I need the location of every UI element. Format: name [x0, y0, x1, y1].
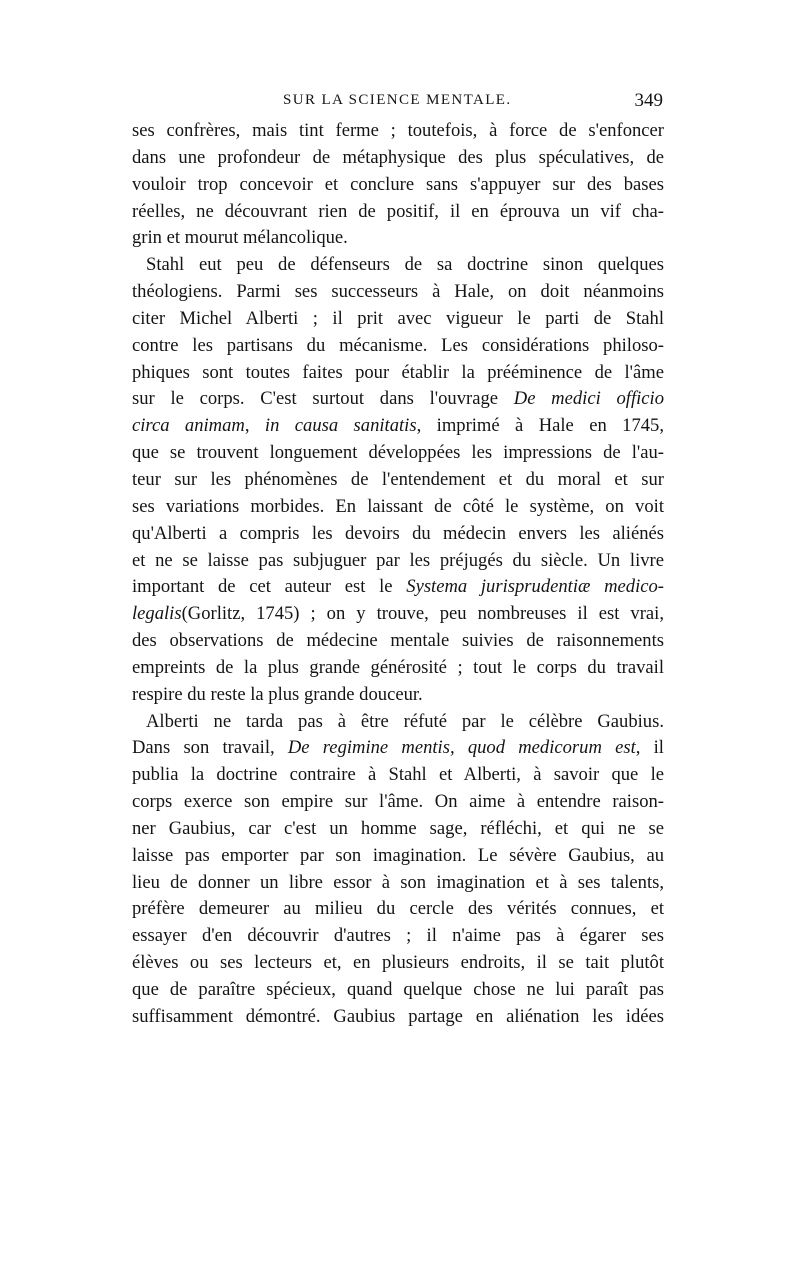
text-line: suffisamment démontré. Gaubius partage en aliénation les idées: [132, 1005, 664, 1027]
text-line: contre les partisans du mécanisme. Les considérations philoso-: [132, 334, 664, 356]
text-line: phiques sont toutes faites pour établir la prééminence de l'âme: [132, 361, 664, 383]
line-text: sur le corps. C'est surtout dans l'ouvrage: [132, 388, 514, 410]
running-title: SUR LA SCIENCE MENTALE.: [283, 92, 512, 108]
text-line: théologiens. Parmi ses successeurs à Hale, on doit néanmoins: [132, 281, 664, 303]
text-line: que se trouvent longuement développées les impressions de l'au-: [132, 442, 664, 464]
text-line: citer Michel Alberti ; il prit avec vigueur le parti de Stahl: [132, 307, 664, 329]
italic-title: Systema jurisprudentiæ medico-: [406, 576, 664, 598]
text-line: élèves ou ses lecteurs et, en plusieurs endroits, il se tait plutôt: [132, 952, 664, 974]
text-line: vouloir trop concevoir et conclure sans s'appuyer sur des bases: [132, 173, 664, 195]
text-line: empreints de la plus grande générosité ; tout le corps du travail: [132, 656, 664, 678]
text-line: [132, 413, 664, 440]
line-text: ,: [244, 415, 265, 437]
line-text: , il: [635, 737, 664, 759]
line-text: , imprimé à Hale en 1745,: [416, 415, 665, 437]
text-line: lieu de donner un libre essor à son imagination et à ses talents,: [132, 871, 664, 893]
text-line: préfère demeurer au milieu du cercle des vérités connues, et: [132, 898, 664, 920]
italic-title: legalis: [132, 603, 182, 625]
text-line: qu'Alberti a compris les devoirs du médecin envers les aliénés: [132, 522, 664, 544]
running-head: [131, 92, 663, 116]
page-number: 349: [634, 90, 663, 111]
italic-title: De medici officio: [513, 388, 664, 410]
text-line: que de paraître spécieux, quand quelque chose ne lui paraît pas: [132, 979, 664, 1000]
text-line: [132, 574, 664, 601]
text-line: publia la doctrine contraire à Stahl et Alberti, à savoir que le: [132, 764, 664, 786]
text-line: et ne se laisse pas subjuguer par les préjugés du siècle. Un livre: [132, 549, 664, 571]
text-line: essayer d'en découvrir d'autres ; il n'aime pas à égarer ses: [132, 925, 664, 947]
body-text: [132, 118, 664, 1031]
text-line: des observations de médecine mentale suivies de raisonnements: [132, 630, 664, 652]
text-line: teur sur les phénomènes de l'entendement et du moral et sur: [132, 468, 664, 490]
text-line: respire du reste la plus grande douceur.: [132, 683, 423, 705]
text-line: [132, 735, 664, 762]
line-text: important de cet auteur est le: [132, 576, 407, 598]
paragraph-first-line: Alberti ne tarda pas à être réfuté par le célèbre Gaubius.: [146, 710, 664, 732]
text-line: ses variations morbides. En laissant de côté le système, on voit: [132, 495, 664, 517]
line-text: Dans son travail,: [132, 737, 288, 759]
line-text: (Gorlitz, 1745) ; on y trouve, peu nombreuses il est vrai,: [181, 603, 664, 625]
italic-title: De regimine mentis, quod medicorum est: [287, 737, 636, 759]
text-line: grin et mourut mélancolique.: [132, 227, 348, 249]
text-line: [132, 386, 664, 413]
text-line: ses confrères, mais tint ferme ; toutefois, à force de s'enfoncer: [132, 120, 664, 141]
text-line: dans une profondeur de métaphysique des plus spéculatives, de: [132, 146, 664, 168]
text-line: corps exerce son empire sur l'âme. On aime à entendre raison-: [132, 791, 664, 813]
italic-title: in causa sanitatis: [264, 415, 417, 437]
text-line: laisse pas emporter par son imagination. Le sévère Gaubius, au: [132, 844, 664, 866]
text-line: réelles, ne découvrant rien de positif, il en éprouva un vif cha-: [132, 200, 664, 222]
text-line: [132, 601, 664, 628]
paragraph-first-line: Stahl eut peu de défenseurs de sa doctrine sinon quelques: [146, 254, 664, 276]
italic-title: circa animam: [132, 415, 245, 437]
text-line: ner Gaubius, car c'est un homme sage, réfléchi, et qui ne se: [132, 817, 664, 839]
